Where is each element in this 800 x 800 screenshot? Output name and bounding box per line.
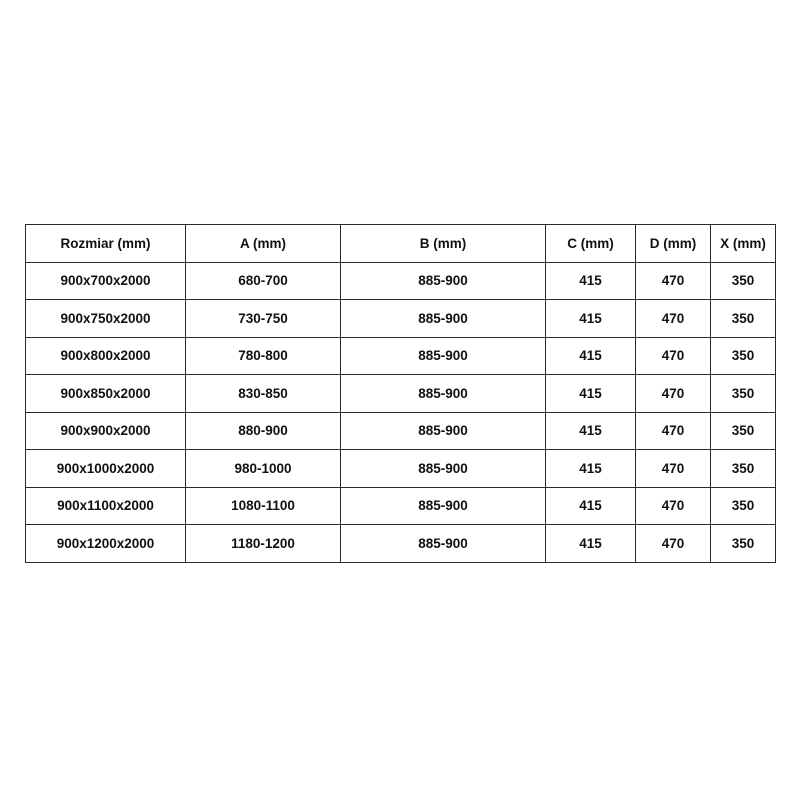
cell-b: 885-900 (341, 262, 546, 300)
cell-size: 900x1200x2000 (26, 525, 186, 563)
cell-d: 470 (636, 262, 711, 300)
table-row (26, 487, 776, 525)
cell-a: 680-700 (186, 262, 341, 300)
cell-a: 980-1000 (186, 450, 341, 488)
cell-size: 900x1000x2000 (26, 450, 186, 488)
cell-d: 470 (636, 337, 711, 375)
cell-a: 730-750 (186, 300, 341, 338)
cell-a: 830-850 (186, 375, 341, 413)
cell-b: 885-900 (341, 487, 546, 525)
table-row (26, 300, 776, 338)
cell-size: 900x750x2000 (26, 300, 186, 338)
column-header-x: X (mm) (711, 225, 776, 263)
cell-a: 1180-1200 (186, 525, 341, 563)
column-header-d: D (mm) (636, 225, 711, 263)
cell-a: 880-900 (186, 412, 341, 450)
cell-b: 885-900 (341, 525, 546, 563)
column-header-rozmiar: Rozmiar (mm) (26, 225, 186, 263)
cell-c: 415 (546, 300, 636, 338)
cell-size: 900x900x2000 (26, 412, 186, 450)
cell-x: 350 (711, 375, 776, 413)
cell-x: 350 (711, 450, 776, 488)
size-chart-table (25, 224, 776, 563)
table-body (26, 262, 776, 562)
size-chart-container (25, 224, 775, 563)
cell-x: 350 (711, 300, 776, 338)
cell-size: 900x1100x2000 (26, 487, 186, 525)
cell-c: 415 (546, 337, 636, 375)
column-header-c: C (mm) (546, 225, 636, 263)
cell-size: 900x800x2000 (26, 337, 186, 375)
cell-b: 885-900 (341, 375, 546, 413)
table-row (26, 337, 776, 375)
cell-b: 885-900 (341, 337, 546, 375)
cell-x: 350 (711, 525, 776, 563)
cell-b: 885-900 (341, 450, 546, 488)
cell-b: 885-900 (341, 300, 546, 338)
cell-c: 415 (546, 262, 636, 300)
table-row (26, 262, 776, 300)
cell-size: 900x850x2000 (26, 375, 186, 413)
column-header-a: A (mm) (186, 225, 341, 263)
cell-x: 350 (711, 262, 776, 300)
cell-x: 350 (711, 487, 776, 525)
cell-x: 350 (711, 412, 776, 450)
column-header-b: B (mm) (341, 225, 546, 263)
cell-a: 1080-1100 (186, 487, 341, 525)
table-header (26, 225, 776, 263)
cell-c: 415 (546, 375, 636, 413)
cell-c: 415 (546, 450, 636, 488)
table-row (26, 525, 776, 563)
table-row (26, 375, 776, 413)
cell-a: 780-800 (186, 337, 341, 375)
table-header-row (26, 225, 776, 263)
cell-x: 350 (711, 337, 776, 375)
cell-size: 900x700x2000 (26, 262, 186, 300)
cell-d: 470 (636, 300, 711, 338)
table-row (26, 450, 776, 488)
table-row (26, 412, 776, 450)
cell-c: 415 (546, 487, 636, 525)
cell-d: 470 (636, 450, 711, 488)
cell-d: 470 (636, 412, 711, 450)
cell-d: 470 (636, 525, 711, 563)
cell-c: 415 (546, 412, 636, 450)
cell-b: 885-900 (341, 412, 546, 450)
cell-d: 470 (636, 375, 711, 413)
cell-c: 415 (546, 525, 636, 563)
cell-d: 470 (636, 487, 711, 525)
